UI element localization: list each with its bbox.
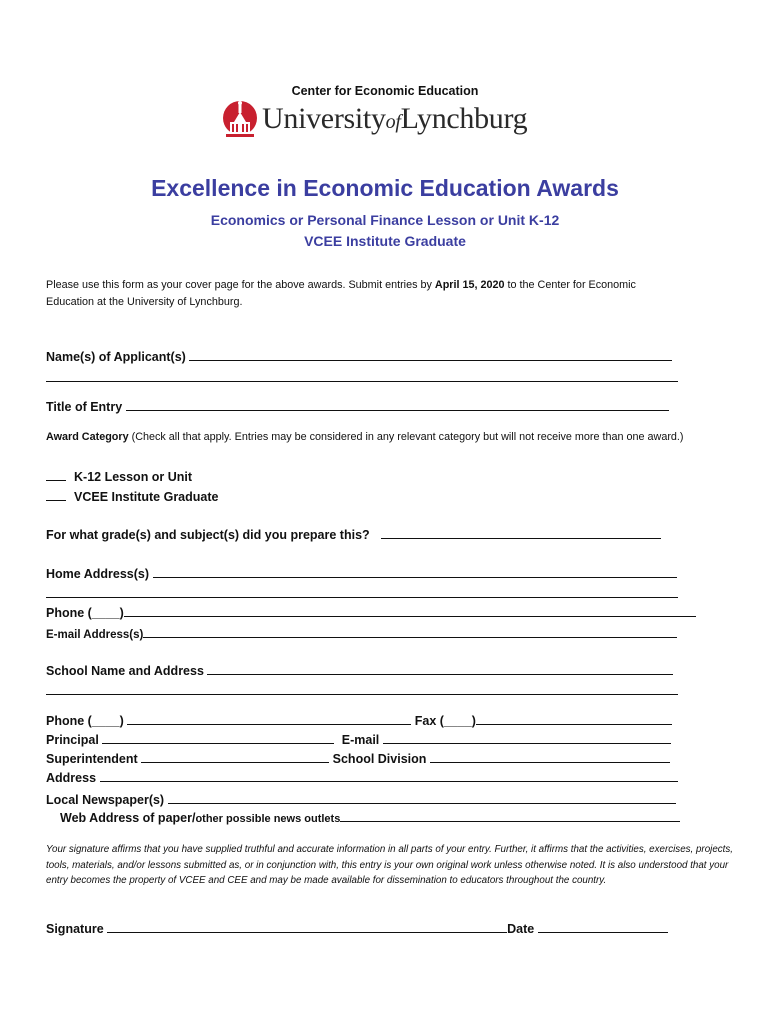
web-address-note: other possible news outlets bbox=[195, 813, 341, 825]
date-label: Date bbox=[507, 922, 535, 936]
home-address-input[interactable] bbox=[153, 565, 677, 578]
principal-email-row bbox=[46, 731, 671, 747]
subtitle-lesson: Economics or Personal Finance Lesson or Unit K-12 bbox=[210, 212, 560, 228]
signature-row bbox=[46, 920, 668, 936]
intro-text bbox=[46, 277, 686, 311]
wordmark-part2: Lynchburg bbox=[400, 102, 528, 135]
option-k12 bbox=[46, 468, 192, 484]
email-address-input[interactable] bbox=[143, 625, 677, 638]
phone-field bbox=[46, 604, 696, 620]
deadline: April 15, 2020 bbox=[434, 279, 505, 291]
superintendent-division-row bbox=[46, 750, 670, 766]
vcee-checkbox[interactable] bbox=[46, 488, 66, 501]
superintendent-label: Superintendent bbox=[46, 752, 138, 766]
school-phone-label: Phone (____) bbox=[46, 714, 124, 728]
email-address-label: E-mail Address(s) bbox=[46, 629, 144, 641]
subtitle-vcee: VCEE Institute Graduate bbox=[304, 233, 466, 249]
fax-input[interactable] bbox=[476, 712, 672, 725]
center-name: Center for Economic Education bbox=[291, 84, 479, 98]
school-division-label: School Division bbox=[332, 752, 427, 766]
address-label: Address bbox=[46, 771, 97, 785]
school-input[interactable] bbox=[207, 662, 673, 675]
title-field bbox=[46, 398, 669, 414]
award-category bbox=[46, 429, 706, 446]
k12-label: K-12 Lesson or Unit bbox=[74, 470, 193, 484]
email-label: E-mail bbox=[341, 733, 380, 747]
school-division-input[interactable] bbox=[430, 750, 670, 763]
intro-after: to the Center for Economic Education at the University of Lynchburg. bbox=[46, 279, 636, 308]
fax-label: Fax (____) bbox=[414, 714, 476, 728]
award-category-label: Award Category bbox=[46, 431, 129, 443]
university-wordmark bbox=[262, 102, 527, 136]
address-field bbox=[46, 769, 678, 785]
phone-label: Phone (____) bbox=[46, 606, 124, 620]
web-address-input[interactable] bbox=[340, 809, 680, 822]
signature-note: Your signature affirms that you have supplied truthful and accurate information in all parts of your entry. Further, it affirms that the activities, exercises, projects, tools, materials, and/or lessons submitted as, or in conjunction with, this entry is your own original work unless otherwise noted. It is also understood that your entry becomes the property of VCEE and CEE and may be made available for dissemination to educators throughout the country. bbox=[46, 844, 734, 886]
newspaper-input[interactable] bbox=[168, 791, 676, 804]
applicants-field bbox=[46, 348, 672, 364]
option-vcee bbox=[46, 488, 218, 504]
title-input[interactable] bbox=[126, 398, 669, 411]
newspaper-label: Local Newspaper(s) bbox=[46, 793, 165, 807]
school-input-line2[interactable] bbox=[46, 694, 678, 695]
web-address-field bbox=[60, 809, 680, 825]
home-address-label: Home Address(s) bbox=[46, 567, 150, 581]
principal-label: Principal bbox=[46, 733, 99, 747]
grade-subject-field bbox=[46, 526, 661, 542]
email-input[interactable] bbox=[383, 731, 671, 744]
vcee-label: VCEE Institute Graduate bbox=[74, 490, 219, 504]
superintendent-input[interactable] bbox=[141, 750, 329, 763]
k12-checkbox[interactable] bbox=[46, 468, 66, 481]
principal-input[interactable] bbox=[102, 731, 334, 744]
wordmark-part1: University bbox=[262, 102, 386, 135]
web-address-label: Web Address of paper/ bbox=[60, 811, 196, 825]
university-building-seal-icon bbox=[222, 98, 258, 142]
home-address-input-line2[interactable] bbox=[46, 597, 678, 598]
award-category-note: (Check all that apply. Entries may be considered in any relevant category but will not receive more than one award.) bbox=[128, 431, 684, 443]
signature-input[interactable] bbox=[107, 920, 507, 933]
title-label: Title of Entry bbox=[46, 400, 123, 414]
school-phone-fax-row bbox=[46, 712, 672, 728]
applicants-label: Name(s) of Applicant(s) bbox=[46, 350, 186, 364]
school-label: School Name and Address bbox=[46, 664, 204, 678]
school-phone-input[interactable] bbox=[127, 712, 411, 725]
grade-subject-label: For what grade(s) and subject(s) did you prepare this? bbox=[46, 528, 370, 542]
home-address-field bbox=[46, 565, 677, 581]
grade-subject-input[interactable] bbox=[381, 526, 661, 539]
address-input[interactable] bbox=[100, 769, 678, 782]
intro-before: Please use this form as your cover page for the above awards. Submit entries by bbox=[46, 279, 435, 291]
school-field bbox=[46, 662, 673, 678]
date-input[interactable] bbox=[538, 920, 668, 933]
phone-input[interactable] bbox=[124, 604, 696, 617]
applicants-input-line2[interactable] bbox=[46, 381, 678, 382]
applicants-input[interactable] bbox=[189, 348, 672, 361]
wordmark-of: of bbox=[385, 111, 401, 133]
email-address-field bbox=[46, 625, 677, 641]
signature-label: Signature bbox=[46, 922, 104, 936]
newspaper-field bbox=[46, 791, 676, 807]
university-logo bbox=[222, 98, 528, 146]
page-title: Excellence in Economic Education Awards bbox=[151, 175, 619, 201]
